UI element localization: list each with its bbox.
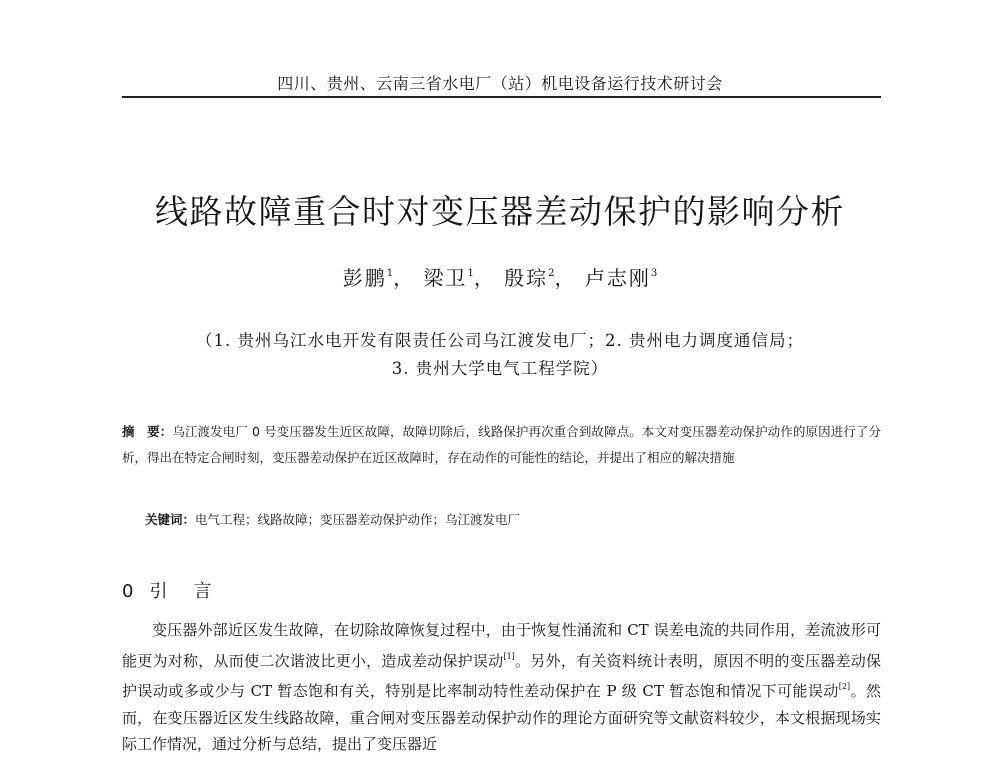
header-rule — [122, 96, 881, 98]
section-heading — [122, 577, 215, 603]
section-number: 0 — [122, 581, 138, 602]
body-paragraph — [122, 617, 881, 758]
author-affiliation-mark: 1 — [386, 268, 394, 279]
author-name: 卢志刚 — [584, 266, 651, 290]
citation-ref: [1] — [503, 651, 515, 661]
body-text-segment: 。然而，在变压器近区发生线路故障，重合闸对变压器差动保护动作的理论方面研究等文献资料较少，本文根据现场实际工作情况，通过分析与总结，提出了变压器近 — [122, 682, 881, 753]
abstract — [122, 419, 881, 471]
keywords-text: 电气工程；线路故障；变压器差动保护动作；乌江渡发电厂 — [195, 512, 521, 527]
author-affiliation-mark: 2 — [548, 268, 555, 279]
author-separator: ， — [393, 266, 416, 290]
keywords-label: 关键词： — [145, 512, 196, 527]
affiliation-line: （1. 贵州乌江水电开发有限责任公司乌江渡发电厂；2. 贵州电力调度通信局； — [196, 331, 804, 350]
author-affiliation-mark: 3 — [650, 268, 658, 279]
section-title: 引 言 — [149, 581, 216, 602]
keywords — [145, 510, 881, 528]
affiliation-line: 3. 贵州大学电气工程学院） — [391, 359, 609, 378]
abstract-label: 摘 要： — [122, 424, 173, 439]
author-name: 彭鹏 — [342, 266, 387, 290]
abstract-text: 乌江渡发电厂 0 号变压器发生近区故障，故障切除后，线路保护再次重合到故障点。本文对变压器差动保护动作的原因进行了分析，得出在特定合闸时刻，变压器差动保护在近区故障时，存在动作的可能性的结论，并提出了相应的解决措施 — [122, 424, 881, 465]
body-text-segment: 变压器外部近区发生故障，在切除故障恢复过程中，由于恢复性涌流和 CT 误差电流的共同作用，差流波形可能更为对称，从而使二次谐波比更小，造成差动保护误动 — [122, 621, 881, 670]
body-text-segment: 。另外，有关资料统计表明，原因不明的变压器差动保护误动或多或少与 CT 暂态饱和有关，特别是比率制动特性差动保护在 P 级 CT 暂态饱和情况下可能误动 — [122, 651, 881, 700]
affiliations — [150, 327, 850, 383]
author-list — [0, 262, 1000, 291]
author-name: 殷琮 — [504, 266, 549, 290]
author-name: 梁卫 — [423, 266, 468, 290]
citation-ref: [2] — [838, 682, 851, 691]
author-separator: ， — [473, 266, 496, 290]
author-affiliation-mark: 1 — [467, 268, 474, 279]
author-separator: ， — [554, 266, 577, 290]
running-head: 四川、贵州、云南三省水电厂（站）机电设备运行技术研讨会 — [277, 74, 723, 93]
paper-title: 线路故障重合时对变压器差动保护的影响分析 — [155, 192, 845, 231]
